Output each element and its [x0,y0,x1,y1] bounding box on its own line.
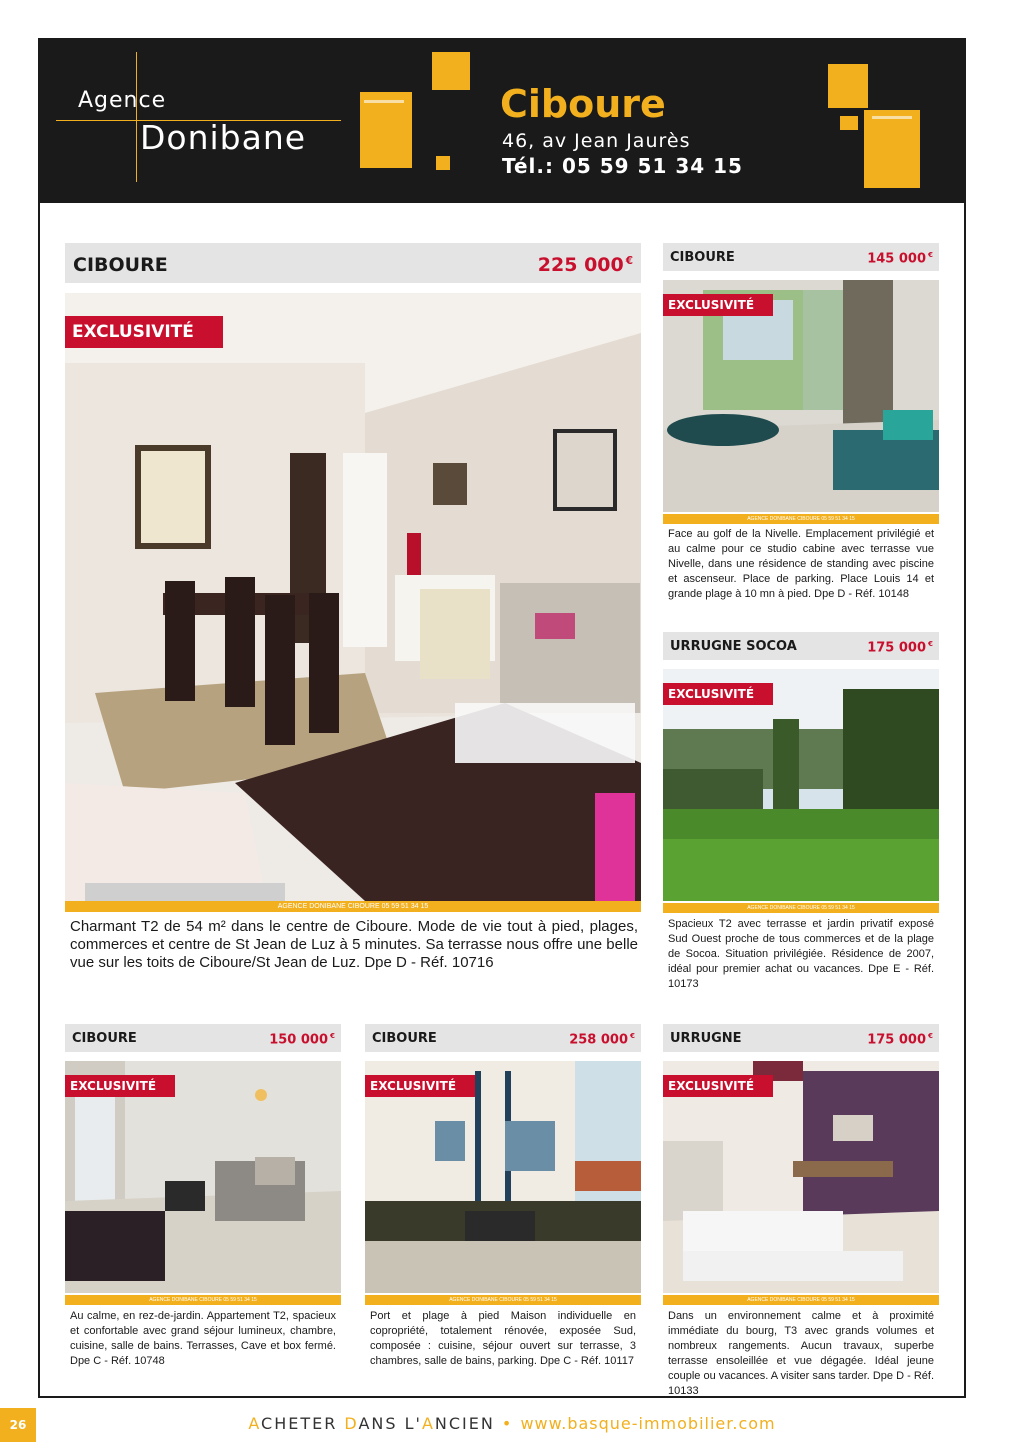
website-link[interactable]: www.basque-immobilier.com [520,1414,776,1433]
page-number: 26 [0,1408,36,1442]
listing-description: Spacieux T2 avec terrasse et jardin privatif exposé Sud Ouest proche de tous commerces et de la plage de Socoa. Situation privilégiée. Résidence de 2007, idéal pour premier achat ou vacances. Dpe E - Réf. 10173 [668,918,934,990]
listing-description: Port et plage à pied Maison individuelle en copropriété, totalement rénovée, exposée Sud, composée : cuisine, séjour ouvert sur terrasse, 3 chambres, salle de bains, parking. Dpe C - Réf. 10117 [370,1310,636,1367]
listing-title-bar [65,243,641,283]
listing-city: CIBOURE [72,1031,137,1046]
listing-city: CIBOURE [73,254,168,276]
photo-credit: AGENCE DONIBANE CIBOURE 05 59 51 34 15 [663,1295,939,1305]
listing-title-bar [663,1024,939,1052]
exclusivity-badge: EXCLUSIVITÉ [663,683,773,705]
listing-city: URRUGNE [670,1031,742,1046]
listing-price: 175 000 € [867,1031,933,1048]
listing-price: 258 000 € [569,1031,635,1048]
listing-title-bar [365,1024,641,1052]
listing-description: Face au golf de la Nivelle. Emplacement privilégié et au calme pour ce studio cabine avec terrasse vue Nivelle, dans une résidence de standing avec piscine et ascenseur. Place de parking. Place Louis 14 et grande plage à 10 mn à pied. Dpe D - Réf. 10148 [668,528,934,600]
listing-photo-living-room [65,293,641,901]
photo-credit: AGENCE DONIBANE CIBOURE 05 59 51 34 15 [365,1295,641,1305]
decor-square [436,156,450,170]
footer-tagline: ACHETER DANS L'ANCIEN • www.basque-immobilier.com [248,1414,776,1433]
listing-price: 145 000 € [867,250,933,267]
exclusivity-badge: EXCLUSIVITÉ [663,294,773,316]
listing-description: Dans un environnement calme et à proximité immédiate du bourg, T3 avec grands volumes et nombreux rangements. Aucun travaux, superbe terrasse ensoleillée et vue dégagée. Idéal jeune couple ou vacances. A visiter sans tarder. Dpe D - Réf. 10133 [668,1310,934,1397]
exclusivity-badge: EXCLUSIVITÉ [65,1075,175,1097]
decor-square-line [364,100,404,103]
decor-square [432,52,470,90]
listing-city: URRUGNE SOCOA [670,639,797,654]
photo-credit: AGENCE DONIBANE CIBOURE 05 59 51 34 15 [65,1295,341,1305]
logo-agency-name: Donibane [140,118,307,157]
listing-price: 175 000 € [867,639,933,656]
photo-credit: AGENCE DONIBANE CIBOURE 05 59 51 34 15 [663,514,939,524]
listing-title-bar [663,243,939,271]
photo-credit: AGENCE DONIBANE CIBOURE 05 59 51 34 15 [663,903,939,913]
decor-square [828,64,868,108]
agency-header [38,38,966,203]
listing-description: Charmant T2 de 54 m² dans le centre de Ciboure. Mode de vie tout à pied, plages, commerces et centre de St Jean de Luz à 5 minutes. Sa terrasse nous offre une belle vue sur les toits de Ciboure/St Jean de Luz. Dpe D - Réf. 10716 [70,918,638,971]
decor-square-line [872,116,912,119]
listing-city: CIBOURE [372,1031,437,1046]
listing-city: CIBOURE [670,250,735,265]
exclusivity-badge: EXCLUSIVITÉ [65,316,223,348]
listing-description: Au calme, en rez-de-jardin. Appartement T2, spacieux et confortable avec grand séjour lumineux, chambre, cuisine, salle de bains. Terrasses, Cave et box fermé. Dpe C - Réf. 10748 [70,1310,336,1367]
office-phone: Tél.: 05 59 51 34 15 [502,154,743,178]
logo-rule-vertical [136,52,137,182]
decor-square [360,92,412,168]
office-city: Ciboure [500,82,666,126]
decor-square [864,110,920,188]
exclusivity-badge: EXCLUSIVITÉ [365,1075,475,1097]
listing-title-bar [663,632,939,660]
photo-credit: AGENCE DONIBANE CIBOURE 05 59 51 34 15 [65,901,641,912]
listing-price: 150 000 € [269,1031,335,1048]
office-address: 46, av Jean Jaurès [502,130,691,152]
listing-title-bar [65,1024,341,1052]
logo-agence-text: Agence [78,88,167,113]
exclusivity-badge: EXCLUSIVITÉ [663,1075,773,1097]
listing-price: 225 000 € [537,254,633,276]
decor-square [840,116,858,130]
